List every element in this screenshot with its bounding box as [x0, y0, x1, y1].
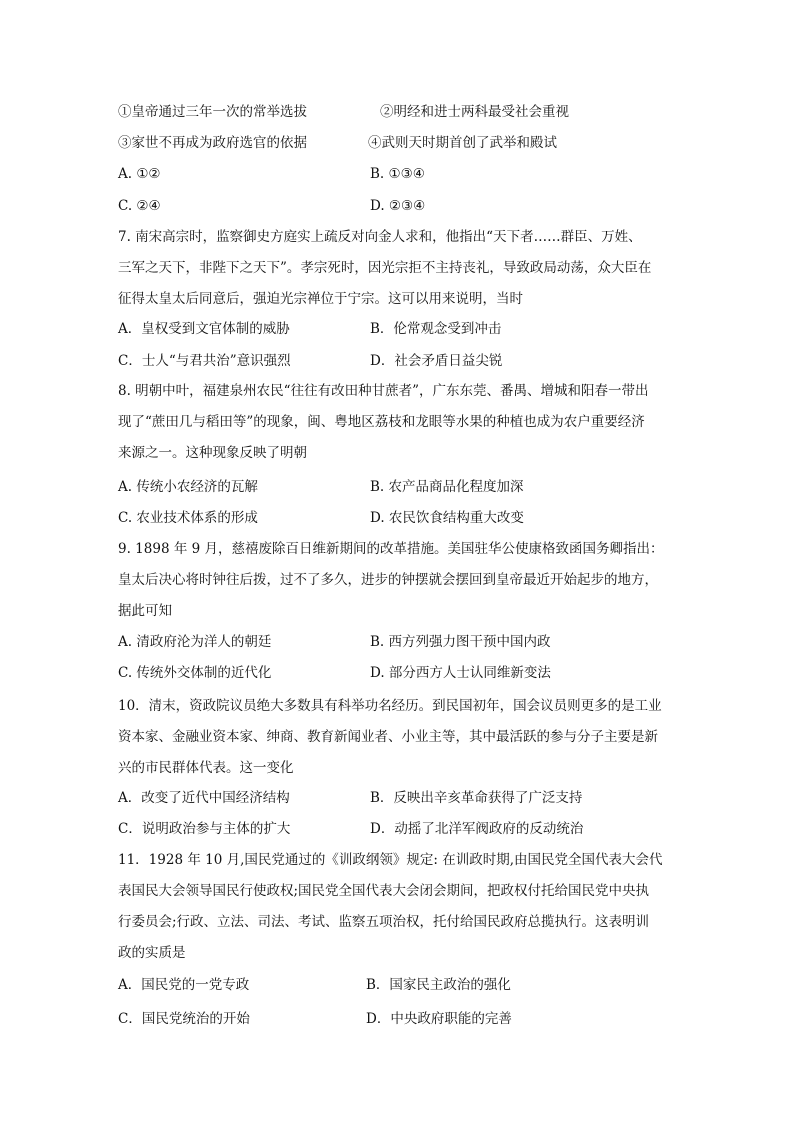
q9-option-row-2 [118, 662, 678, 684]
q7-stem-line: 征得太皇太后同意后，强迫光宗禅位于宁宗。这可以用来说明，当时 [118, 291, 523, 307]
q6-statement-4: ④武则天时期首创了武举和殿试 [368, 135, 557, 151]
q9-option-d[interactable]: D. 部分西方人士认同维新变法 [370, 665, 551, 681]
q6-statement-1: ①皇帝通过三年一次的常举选拔 [118, 104, 307, 120]
q8-option-row-1 [118, 476, 678, 498]
q7-option-d[interactable]: D．社会矛盾日益尖锐 [370, 353, 503, 369]
q9-option-a[interactable]: A. 清政府沦为洋人的朝廷 [118, 634, 272, 650]
q9-option-row-1 [118, 631, 678, 653]
q6-statement-row-2 [118, 132, 678, 154]
q7-stem [118, 222, 680, 315]
q6-option-row-1 [118, 163, 678, 185]
q8-stem-line: 现了“蔗田几与稻田等”的现象，闽、粤地区荔枝和龙眼等水果的种植也成为农户重要经济 [118, 414, 645, 430]
q8-stem-line: 来源之一。这种现象反映了明朝 [118, 445, 307, 461]
q6-statement-2: ②明经和进士两科最受社会重视 [380, 104, 569, 120]
q6-option-c[interactable]: C. ②④ [118, 198, 161, 214]
q10-option-row-1 [118, 787, 678, 809]
q6-option-d[interactable]: D. ②③④ [370, 198, 426, 214]
q9-option-b[interactable]: B. 西方列强力图干预中国内政 [370, 634, 551, 650]
q8-stem-line: 8. 明朝中叶，福建泉州农民“往往有改田种甘蔗者”，广东东莞、番禺、增城和阳春一带出 [118, 383, 649, 399]
q11-option-row-1 [118, 974, 678, 996]
q11-stem [118, 845, 680, 969]
q10-option-row-2 [118, 818, 678, 840]
q10-option-a[interactable]: A．改变了近代中国经济结构 [118, 790, 290, 806]
q11-stem-line: 行委员会;行政、立法、司法、考试、监察五项治权，托付给国民政府总揽执行。这表明训 [118, 914, 650, 930]
q7-option-a[interactable]: A．皇权受到文官体制的威胁 [118, 321, 290, 337]
q11-option-b[interactable]: B．国家民主政治的强化 [366, 977, 511, 993]
q10-stem [118, 691, 680, 784]
q11-option-d[interactable]: D．中央政府职能的完善 [366, 1011, 512, 1027]
q8-option-c[interactable]: C. 农业技术体系的形成 [118, 510, 258, 526]
q11-option-a[interactable]: A．国民党的一党专政 [118, 977, 250, 993]
q9-stem-line: 9. 1898 年 9 月，慈禧废除百日维新期间的改革措施。美国驻华公使康格致函国务卿指出： [118, 541, 664, 557]
q6-option-row-2 [118, 195, 678, 217]
q10-option-b[interactable]: B．反映出辛亥革命获得了广泛支持 [370, 790, 583, 806]
q8-option-a[interactable]: A. 传统小农经济的瓦解 [118, 479, 258, 495]
q7-option-row-1 [118, 318, 678, 340]
q7-stem-line: 三军之天下，非陛下之天下”。孝宗死时，因光宗拒不主持丧礼，导致政局动荡，众大臣在 [118, 260, 652, 276]
q9-option-c[interactable]: C. 传统外交体制的近代化 [118, 665, 272, 681]
q6-option-a[interactable]: A. ①② [118, 166, 161, 182]
q10-option-c[interactable]: C．说明政治参与主体的扩大 [118, 821, 291, 837]
q11-stem-line: 11．1928 年 10 月,国民党通过的《训政纲领》规定: 在训政时期,由国民党全国代表大会代 [118, 852, 663, 868]
q9-stem-line: 据此可知 [118, 603, 172, 619]
q9-stem [118, 534, 680, 627]
q7-option-row-2 [118, 350, 678, 372]
q8-stem [118, 376, 680, 469]
q11-stem-line: 政的实质是 [118, 945, 186, 961]
q7-option-c[interactable]: C．士人“与君共治”意识强烈 [118, 353, 291, 369]
q8-option-d[interactable]: D. 农民饮食结构重大改变 [370, 510, 524, 526]
q6-option-b[interactable]: B. ①③④ [370, 166, 425, 182]
q8-option-row-2 [118, 507, 678, 529]
q11-option-row-2 [118, 1008, 678, 1030]
q10-option-d[interactable]: D．动摇了北洋军阀政府的反动统治 [370, 821, 584, 837]
q7-option-b[interactable]: B．伦常观念受到冲击 [370, 321, 502, 337]
q8-option-b[interactable]: B. 农产品商品化程度加深 [370, 479, 524, 495]
q10-stem-line: 资本家、金融业资本家、绅商、教育新闻业者、小业主等，其中最活跃的参与分子主要是新 [118, 729, 658, 745]
q10-stem-line: 10．清末，资政院议员绝大多数具有科举功名经历。到民国初年，国会议员则更多的是工业 [118, 698, 662, 714]
q11-stem-line: 表国民大会领导国民行使政权;国民党全国代表大会闭会期间，把政权付托给国民党中央执 [118, 883, 650, 899]
q9-stem-line: 皇太后决心将时钟往后拨，过不了多久，进步的钟摆就会摆回到皇帝最近开始起步的地方， [118, 572, 658, 588]
q6-statement-3: ③家世不再成为政府选官的依据 [118, 135, 307, 151]
q10-stem-line: 兴的市民群体代表。这一变化 [118, 760, 294, 776]
q7-stem-line: 7. 南宋高宗时，监察御史方庭实上疏反对向金人求和，他指出“天下者……群臣、万姓、 [118, 229, 642, 245]
q11-option-c[interactable]: C．国民党统治的开始 [118, 1011, 250, 1027]
q6-statement-row-1 [118, 101, 678, 123]
